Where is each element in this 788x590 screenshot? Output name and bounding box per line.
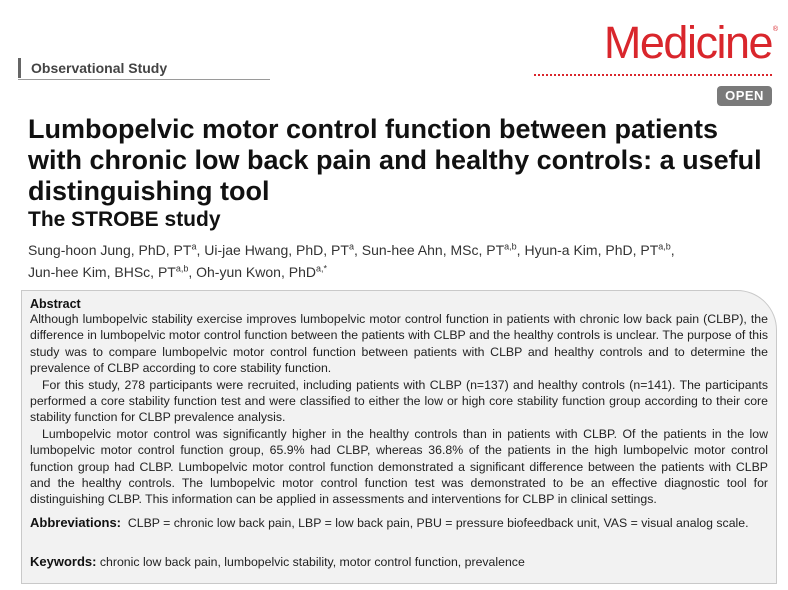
keywords xyxy=(30,554,768,570)
article-title: Lumbopelvic motor control function between patients with chronic low back pain and healthy controls: a useful distinguishing tool xyxy=(28,114,762,206)
author[interactable]: Sung-hoon Jung, PhD, $PT^a$ xyxy=(28,241,197,258)
abbreviations xyxy=(30,515,768,531)
keywords-label: Keywords: xyxy=(30,554,97,569)
logo-dotted-rule xyxy=(534,74,772,76)
affiliation-marker: a xyxy=(191,241,197,252)
author[interactable]: Sun-hee Ahn, MSc, PT$^{a,b}$ xyxy=(361,241,517,258)
affiliation-marker: a xyxy=(348,241,354,252)
affiliation-marker: a,b xyxy=(504,241,517,252)
affiliation-marker: a,* xyxy=(315,263,327,274)
article-subtitle: The STROBE study xyxy=(28,208,221,231)
author[interactable]: Ui-jae Hwang, PhD, $PT^a$ xyxy=(204,241,354,258)
abbreviations-text: CLBP = chronic low back pain, LBP = low back pain, PBU = pressure biofeedback unit, VAS = visual analog scale. xyxy=(127,516,749,530)
abstract-paragraph: Although lumbopelvic stability exercise improves lumbopelvic motor control function in patients with chronic low back pain (CLBP), the difference in lumbopelvic motor control function between the patients with CLBP and the healthy controls is unclear. The purpose of this study was to compare lumbopelvic motor control function between patients with CLBP and healthy controls and to determine the prevalence of CLBP according to core stability function. xyxy=(30,312,768,376)
journal-logo[interactable]: Medicine xyxy=(603,17,772,68)
abstract-body xyxy=(30,311,768,508)
section-divider xyxy=(18,79,270,80)
registered-mark: ® xyxy=(772,26,778,33)
affiliation-marker: a,b xyxy=(175,263,189,274)
abstract-paragraph: For this study, 278 participants were recruited, including patients with CLBP (n=137) and healthy controls (n=141). The participants performed a core stability function test and were classified to either the low or high core stability function group according to their core stability function for CLBP prevalence analysis. xyxy=(30,377,768,425)
abbreviations-label: Abbreviations: xyxy=(30,515,122,530)
author[interactable]: Oh-yun Kwon, PhD$^{a,*}$ xyxy=(196,263,327,280)
abstract-heading: Abstract xyxy=(30,297,81,311)
open-access-badge: OPEN xyxy=(717,86,772,106)
author[interactable]: Jun-hee Kim, BHSc, PT$^{a,b}$ xyxy=(28,263,189,280)
abstract-paragraph: Lumbopelvic motor control was significantly higher in the healthy controls than in patients with CLBP. Of the patients in the low lumbopelvic motor control function group, 65.9% had CLBP, whereas 36.8% of the patients in the high lumbopelvic motor control function group had CLBP. Lumbopelvic motor control function demonstrated a significant difference between the patients with CLBP and the healthy controls. The lumbopelvic motor control function test was demonstrated to be an effective diagnostic tool for distinguishing CLBP. This information can be applied in assessments and interventions for CLBP in clinical settings. xyxy=(30,426,768,507)
author[interactable]: Hyun-a Kim, PhD, PT$^{a,b}$ xyxy=(524,241,671,258)
section-label: Observational Study xyxy=(18,58,167,78)
author-list: Sung-hoon Jung, PhD, $PT^a$, Ui-jae Hwang, PhD, $PT^a$, Sun-hee Ahn, MSc, PT$^{a,b}$, Hyun-a Kim, PhD, PT$^{a,b}$, Jun-hee Kim, BHSc, PT$^{a,b}$, Oh-yun Kwon, PhD$^{a,*}$ xyxy=(28,241,675,280)
affiliation-marker: a,b xyxy=(658,241,671,252)
keywords-text: chronic low back pain, lumbopelvic stability, motor control function, prevalence xyxy=(99,555,525,569)
